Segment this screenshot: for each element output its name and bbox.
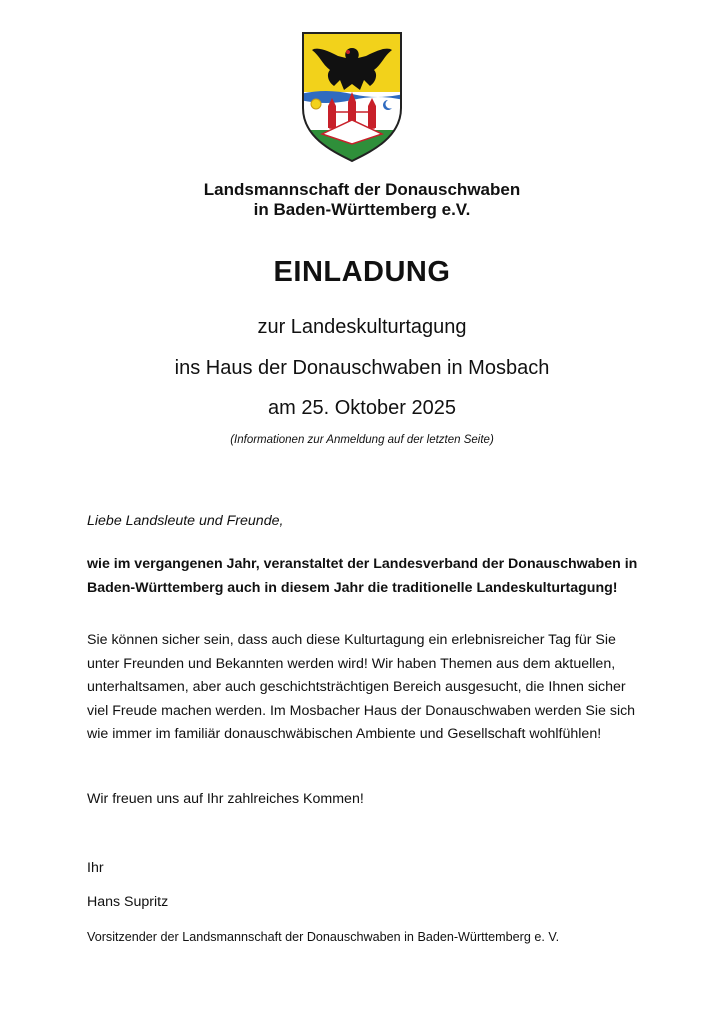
invitation-title: EINLADUNG <box>273 256 451 288</box>
event-line-1: zur Landeskulturtagung <box>257 316 467 338</box>
lead-paragraph: wie im vergangenen Jahr, veranstaltet der Landesverband der Donauschwaben in Baden-Württemberg auch in diesem Jahr die traditionelle Landeskulturtagung! <box>87 556 638 596</box>
greeting: Liebe Landsleute und Freunde, <box>87 513 284 529</box>
event-date: am 25. Oktober 2025 <box>268 397 456 419</box>
body-paragraph: Sie können sicher sein, dass auch diese Kulturtagung ein erlebnisreicher Tag für Sie unter Freunden und Bekannten werden wird! Wir haben Themen aus dem aktuellen, unterhaltsamen, aber auch geschichtsträchtigen Bereich ausgesucht, die Ihnen sicher viel Freude machen werden. Im Mosbacher Haus der Donauschwaben werden Sie sich wie immer im familiär donauschwäbischen Ambiente und Gesellschaft wohlfühlen! <box>87 632 636 742</box>
org-line-1: Landsmannschaft der Donauschwaben <box>203 180 521 199</box>
sign-off: Ihr <box>87 860 104 876</box>
org-line-2: in Baden-Württemberg e.V. <box>253 200 471 219</box>
organization-name <box>0 180 724 220</box>
registration-note: (Informationen zur Anmeldung auf der letzten Seite) <box>230 434 494 446</box>
signer-name: Hans Supritz <box>87 894 169 910</box>
signer-role: Vorsitzender der Landsmannschaft der Donauschwaben in Baden-Württemberg e. V. <box>87 930 560 944</box>
closing-line: Wir freuen uns auf Ihr zahlreiches Kommen! <box>87 791 364 807</box>
coat-of-arms-icon <box>300 30 404 164</box>
event-line-2: ins Haus der Donauschwaben in Mosbach <box>174 357 550 379</box>
